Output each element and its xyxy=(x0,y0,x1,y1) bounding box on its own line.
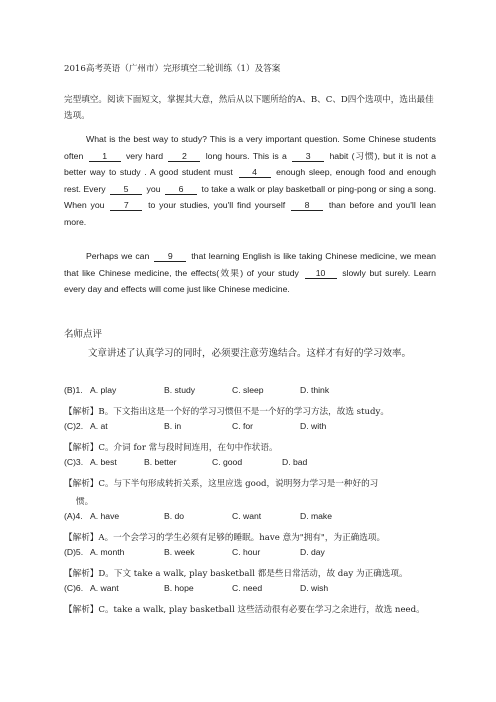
question-options xyxy=(64,583,444,601)
blank-4[interactable]: 4 xyxy=(239,167,271,178)
option-c[interactable]: C. want xyxy=(232,511,262,521)
option-c[interactable]: C. good xyxy=(212,457,243,467)
explanation: 【解析】B。下文指出这是一个好的学习习惯但不是一个好的学习方法，故选 study。 xyxy=(64,407,389,417)
option-d[interactable]: D. wish xyxy=(300,583,329,593)
blank-5[interactable]: 5 xyxy=(110,184,142,195)
blank-9[interactable]: 9 xyxy=(154,251,186,262)
blank-1[interactable]: 1 xyxy=(89,151,121,162)
option-a[interactable]: A. play xyxy=(90,385,117,395)
blank-7[interactable]: 7 xyxy=(110,200,142,211)
option-c[interactable]: C. hour xyxy=(232,547,261,557)
blank-6[interactable]: 6 xyxy=(165,184,197,195)
option-c[interactable]: C. sleep xyxy=(232,385,264,395)
option-d[interactable]: D. think xyxy=(300,385,330,395)
option-b[interactable]: B. study xyxy=(164,385,196,395)
instructions: 完型填空。阅读下面短文，掌握其大意，然后从以下题所给的A、B、C、D四个选项中，选出最佳选项。 xyxy=(64,95,434,121)
question-list xyxy=(64,385,444,619)
option-c[interactable]: C. need xyxy=(232,583,263,593)
option-a[interactable]: A. have xyxy=(90,511,120,521)
question-options xyxy=(64,457,444,475)
option-a[interactable]: A. month xyxy=(90,547,125,557)
option-a[interactable]: A. best xyxy=(90,457,117,467)
question-3 xyxy=(64,457,444,511)
option-b[interactable]: B. in xyxy=(164,421,182,431)
question-number: (C)3. xyxy=(64,457,84,467)
option-b[interactable]: B. hope xyxy=(164,583,194,593)
blank-10[interactable]: 10 xyxy=(305,268,337,279)
question-2 xyxy=(64,421,444,457)
question-number: (A)4. xyxy=(64,511,83,521)
question-number: (D)5. xyxy=(64,547,84,557)
explanation: 【解析】A。一个会学习的学生必须有足够的睡眠。have 意为"拥有"，为正确选项。 xyxy=(64,533,386,543)
passage-paragraph-2: Perhaps we can 9 that learning English is like taking Chinese medicine, we mean that like Chinese medicine, the effects(效果) of your study 10 slowly but surely. Learn every day and effects will come just like Chinese medicine. xyxy=(64,251,436,294)
explanation: 【解析】C。介词 for 常与段时间连用，在句中作状语。 xyxy=(64,443,278,453)
passage-paragraph-1: What is the best way to study? This is a very important question. Some Chinese students often 1 very hard 2 long hours. This is a 3 habit (习惯), but it is not a better way to study . A good student must 4 enough sleep, enough food and enough rest. Every 5 you 6 to take a walk or play basketball or ping-pong or sing a song. When you 7 to your studies, you'll find yourself 8 than before and you'll lean more. xyxy=(64,134,437,227)
option-d[interactable]: D. day xyxy=(300,547,325,557)
explanation: 【解析】C。take a walk, play basketball 这些活动很有必要在学习之余进行，故选 need。 xyxy=(64,605,425,615)
blank-3[interactable]: 3 xyxy=(292,151,324,162)
explanation-continued: 惯。 xyxy=(76,497,94,507)
explanation: 【解析】C。与下半句形成转折关系，这里应选 good，说明努力学习是一种好的习 xyxy=(64,479,379,489)
question-number: (B)1. xyxy=(64,385,83,395)
option-b[interactable]: B. week xyxy=(164,547,195,557)
review-text: 文章讲述了认真学习的同时，必须要注意劳逸结合。这样才有好的学习效率。 xyxy=(88,348,412,359)
blank-2[interactable]: 2 xyxy=(168,151,200,162)
question-5 xyxy=(64,547,444,583)
question-number: (C)6. xyxy=(64,583,84,593)
question-6 xyxy=(64,583,444,619)
question-options xyxy=(64,511,444,529)
option-a[interactable]: A. at xyxy=(90,421,108,431)
question-options xyxy=(64,547,444,565)
question-4 xyxy=(64,511,444,547)
section-title: 名师点评 xyxy=(64,329,103,340)
blank-8[interactable]: 8 xyxy=(291,200,323,211)
option-c[interactable]: C. for xyxy=(232,421,254,431)
option-a[interactable]: A. want xyxy=(90,583,119,593)
option-d[interactable]: D. with xyxy=(300,421,327,431)
option-b[interactable]: B. better xyxy=(144,457,177,467)
question-options xyxy=(64,385,444,403)
question-options xyxy=(64,421,444,439)
option-d[interactable]: D. make xyxy=(300,511,332,521)
option-d[interactable]: D. bad xyxy=(282,457,308,467)
question-1 xyxy=(64,385,444,421)
document-title: 2016高考英语（广州市）完形填空二轮训练（1）及答案 xyxy=(64,64,281,74)
option-b[interactable]: B. do xyxy=(164,511,185,521)
explanation: 【解析】D。下文 take a walk, play basketball 都是些日常活动，故 day 为正确选项。 xyxy=(64,569,408,579)
question-number: (C)2. xyxy=(64,421,84,431)
